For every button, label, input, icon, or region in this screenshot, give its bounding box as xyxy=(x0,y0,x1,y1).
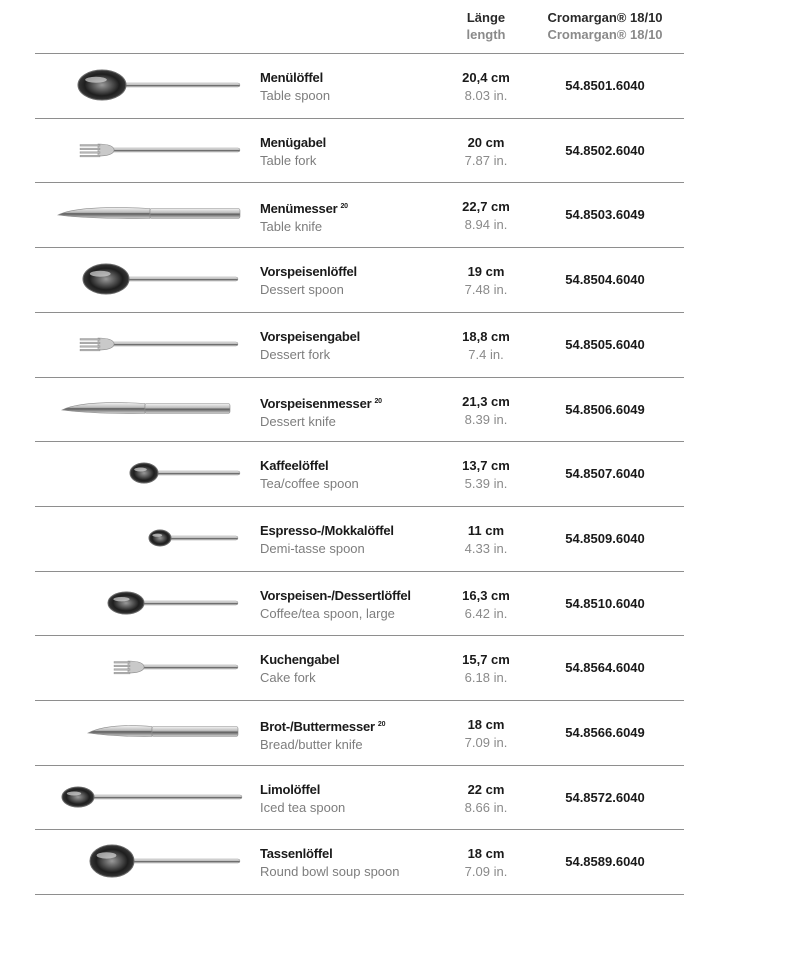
article-number: 54.8504.6040 xyxy=(565,272,645,288)
footnote-marker: 20 xyxy=(377,721,386,728)
product-name xyxy=(260,522,394,558)
product-name-en: Cake fork xyxy=(260,670,316,686)
length-cm: 18,8 cm xyxy=(462,328,510,344)
product-name-de xyxy=(260,328,360,346)
article-number: 54.8507.6040 xyxy=(565,466,645,482)
product-length xyxy=(446,457,526,493)
table-rule xyxy=(35,377,684,378)
length-in: 7.48 in. xyxy=(464,282,508,298)
length-cm: 18 cm xyxy=(467,846,505,862)
article-number: 54.8509.6040 xyxy=(565,530,645,546)
table-row xyxy=(0,506,800,571)
dessert-spoon-icon xyxy=(40,247,250,311)
butter-knife-icon xyxy=(40,700,250,764)
product-length xyxy=(446,845,526,881)
table-rule xyxy=(35,506,684,507)
length-cm: 16,3 cm xyxy=(462,587,510,603)
product-name-de-text: Kuchengabel xyxy=(260,652,340,668)
product-name-de xyxy=(260,845,400,863)
product-name xyxy=(260,69,330,105)
article-number: 54.8502.6040 xyxy=(565,142,645,158)
soup-spoon-icon xyxy=(40,829,250,893)
iced-tea-spoon-icon xyxy=(40,765,250,829)
product-name xyxy=(260,263,357,299)
length-cm: 20,4 cm xyxy=(462,70,510,85)
product-name-en: Table fork xyxy=(260,152,317,168)
table-rule xyxy=(35,247,684,248)
product-name-de xyxy=(260,198,348,218)
length-cm: 11 cm xyxy=(467,522,505,538)
dessert-knife-icon xyxy=(40,377,250,441)
product-name-de-text: Menülöffel xyxy=(260,70,323,85)
product-name-en: Demi-tasse spoon xyxy=(260,540,365,556)
table-row xyxy=(0,312,800,377)
product-name-de xyxy=(260,69,330,87)
length-cm: 20 cm xyxy=(467,134,505,150)
product-name xyxy=(260,587,411,623)
product-length xyxy=(446,522,526,558)
material-header-de: Cromargan® 18/10 xyxy=(547,10,663,25)
product-length xyxy=(446,393,526,429)
material-header-en: Cromargan® 18/10 xyxy=(547,27,663,42)
length-in: 6.42 in. xyxy=(464,605,508,621)
product-name-de-text: Vorspeisenlöffel xyxy=(260,264,357,280)
length-cm: 19 cm xyxy=(467,264,505,280)
material-column-header xyxy=(530,9,680,43)
table-rule xyxy=(35,53,684,54)
length-cm: 22,7 cm xyxy=(462,199,510,215)
table-row xyxy=(0,700,800,765)
length-in: 7.4 in. xyxy=(468,346,504,362)
product-name xyxy=(260,328,360,364)
product-name xyxy=(260,651,339,687)
table-rule xyxy=(35,635,684,636)
table-row xyxy=(0,377,800,442)
table-rule xyxy=(35,700,684,701)
article-number: 54.8566.6049 xyxy=(565,725,645,740)
table-row xyxy=(0,765,800,830)
length-header-de: Länge xyxy=(466,10,506,25)
product-name xyxy=(260,457,359,493)
table-row xyxy=(0,635,800,700)
table-rule xyxy=(35,312,684,313)
length-cm: 15,7 cm xyxy=(462,652,510,668)
product-name xyxy=(260,393,382,431)
length-in: 8.94 in. xyxy=(464,217,508,233)
product-name-de-text: Vorspeisenmesser xyxy=(260,395,372,411)
coffee-spoon-icon xyxy=(40,441,250,505)
product-length xyxy=(446,651,526,687)
product-name-en: Table knife xyxy=(260,219,323,235)
table-rule xyxy=(35,571,684,572)
product-name-de xyxy=(260,263,357,281)
table-row xyxy=(0,441,800,506)
product-name-en: Coffee/tea spoon, large xyxy=(260,605,395,621)
product-name-de-text: Menügabel xyxy=(260,134,327,150)
product-name-de-text: Limolöffel xyxy=(260,781,321,797)
table-row xyxy=(0,182,800,247)
length-in: 8.03 in. xyxy=(464,88,508,103)
product-name-de xyxy=(260,587,411,605)
table-row xyxy=(0,829,800,894)
article-number: 54.8572.6040 xyxy=(565,789,645,805)
table-fork-icon xyxy=(40,118,250,182)
product-name-en: Dessert spoon xyxy=(260,282,344,298)
article-number: 54.8564.6040 xyxy=(565,660,645,676)
table-row xyxy=(0,53,800,118)
length-in: 4.33 in. xyxy=(464,540,508,556)
article-number: 54.8501.6040 xyxy=(565,78,645,93)
article-number: 54.8503.6049 xyxy=(565,207,645,223)
table-rule xyxy=(35,894,684,895)
cake-fork-icon xyxy=(40,635,250,699)
product-name xyxy=(260,781,345,817)
table-row xyxy=(0,571,800,636)
product-name-en: Tea/coffee spoon xyxy=(260,476,359,492)
product-length xyxy=(446,198,526,234)
product-name-en: Round bowl soup spoon xyxy=(260,864,400,880)
large-coffee-spoon-icon xyxy=(40,571,250,635)
table-spoon-icon xyxy=(40,53,250,117)
product-length xyxy=(446,69,526,105)
product-name-de xyxy=(260,651,339,669)
product-name-de-text: Kaffeelöffel xyxy=(260,458,329,474)
product-name-en: Iced tea spoon xyxy=(260,799,346,815)
product-name xyxy=(260,134,326,170)
footnote-marker: 20 xyxy=(340,203,348,211)
table-rule xyxy=(35,765,684,766)
product-name-en: Table spoon xyxy=(260,88,331,103)
product-name-de-text: Menümesser xyxy=(260,201,338,217)
product-name xyxy=(260,845,400,881)
product-length xyxy=(446,328,526,364)
length-cm: 18 cm xyxy=(467,717,505,732)
article-number: 54.8510.6040 xyxy=(565,595,645,611)
length-in: 7.09 in. xyxy=(464,735,508,750)
product-name-en: Dessert knife xyxy=(260,413,336,429)
product-name xyxy=(260,716,385,754)
table-rule xyxy=(35,182,684,183)
product-length xyxy=(446,263,526,299)
product-name-de xyxy=(260,522,394,540)
product-name-de xyxy=(260,457,359,475)
table-rule xyxy=(35,829,684,830)
espresso-spoon-icon xyxy=(40,506,250,570)
article-number: 54.8506.6049 xyxy=(565,401,645,417)
product-name-de-text: Brot-/Buttermesser xyxy=(260,719,375,734)
product-name-de-text: Tassenlöffel xyxy=(260,846,333,862)
product-name-de xyxy=(260,393,382,413)
product-name-en: Bread/butter knife xyxy=(260,737,363,752)
product-length xyxy=(446,587,526,623)
table-knife-icon xyxy=(40,182,250,246)
product-name-de-text: Vorspeisengabel xyxy=(260,328,361,344)
table-rule xyxy=(35,118,684,119)
product-length xyxy=(446,781,526,817)
product-name xyxy=(260,198,348,236)
length-header-en: length xyxy=(466,27,506,42)
table-header xyxy=(0,0,800,55)
length-in: 7.09 in. xyxy=(464,864,508,880)
footnote-marker: 20 xyxy=(374,397,382,405)
table-row xyxy=(0,118,800,183)
article-number: 54.8589.6040 xyxy=(565,854,645,870)
length-in: 6.18 in. xyxy=(464,670,508,686)
product-name-en: Dessert fork xyxy=(260,346,331,362)
length-column-header xyxy=(446,9,526,43)
product-name-de xyxy=(260,781,345,799)
product-name-de-text: Espresso-/Mokkalöffel xyxy=(260,522,394,538)
product-name-de xyxy=(260,716,385,736)
article-number: 54.8505.6040 xyxy=(565,336,645,352)
length-cm: 13,7 cm xyxy=(462,458,510,474)
table-rule xyxy=(35,441,684,442)
length-in: 5.39 in. xyxy=(464,476,508,492)
product-name-de xyxy=(260,134,326,152)
product-name-de-text: Vorspeisen-/Dessertlöffel xyxy=(260,587,411,603)
dessert-fork-icon xyxy=(40,312,250,376)
product-length xyxy=(446,716,526,752)
length-in: 8.66 in. xyxy=(464,799,508,815)
length-cm: 21,3 cm xyxy=(462,393,510,409)
product-length xyxy=(446,134,526,170)
length-cm: 22 cm xyxy=(467,781,505,797)
length-in: 7.87 in. xyxy=(464,152,508,168)
table-row xyxy=(0,247,800,312)
length-in: 8.39 in. xyxy=(464,411,508,427)
